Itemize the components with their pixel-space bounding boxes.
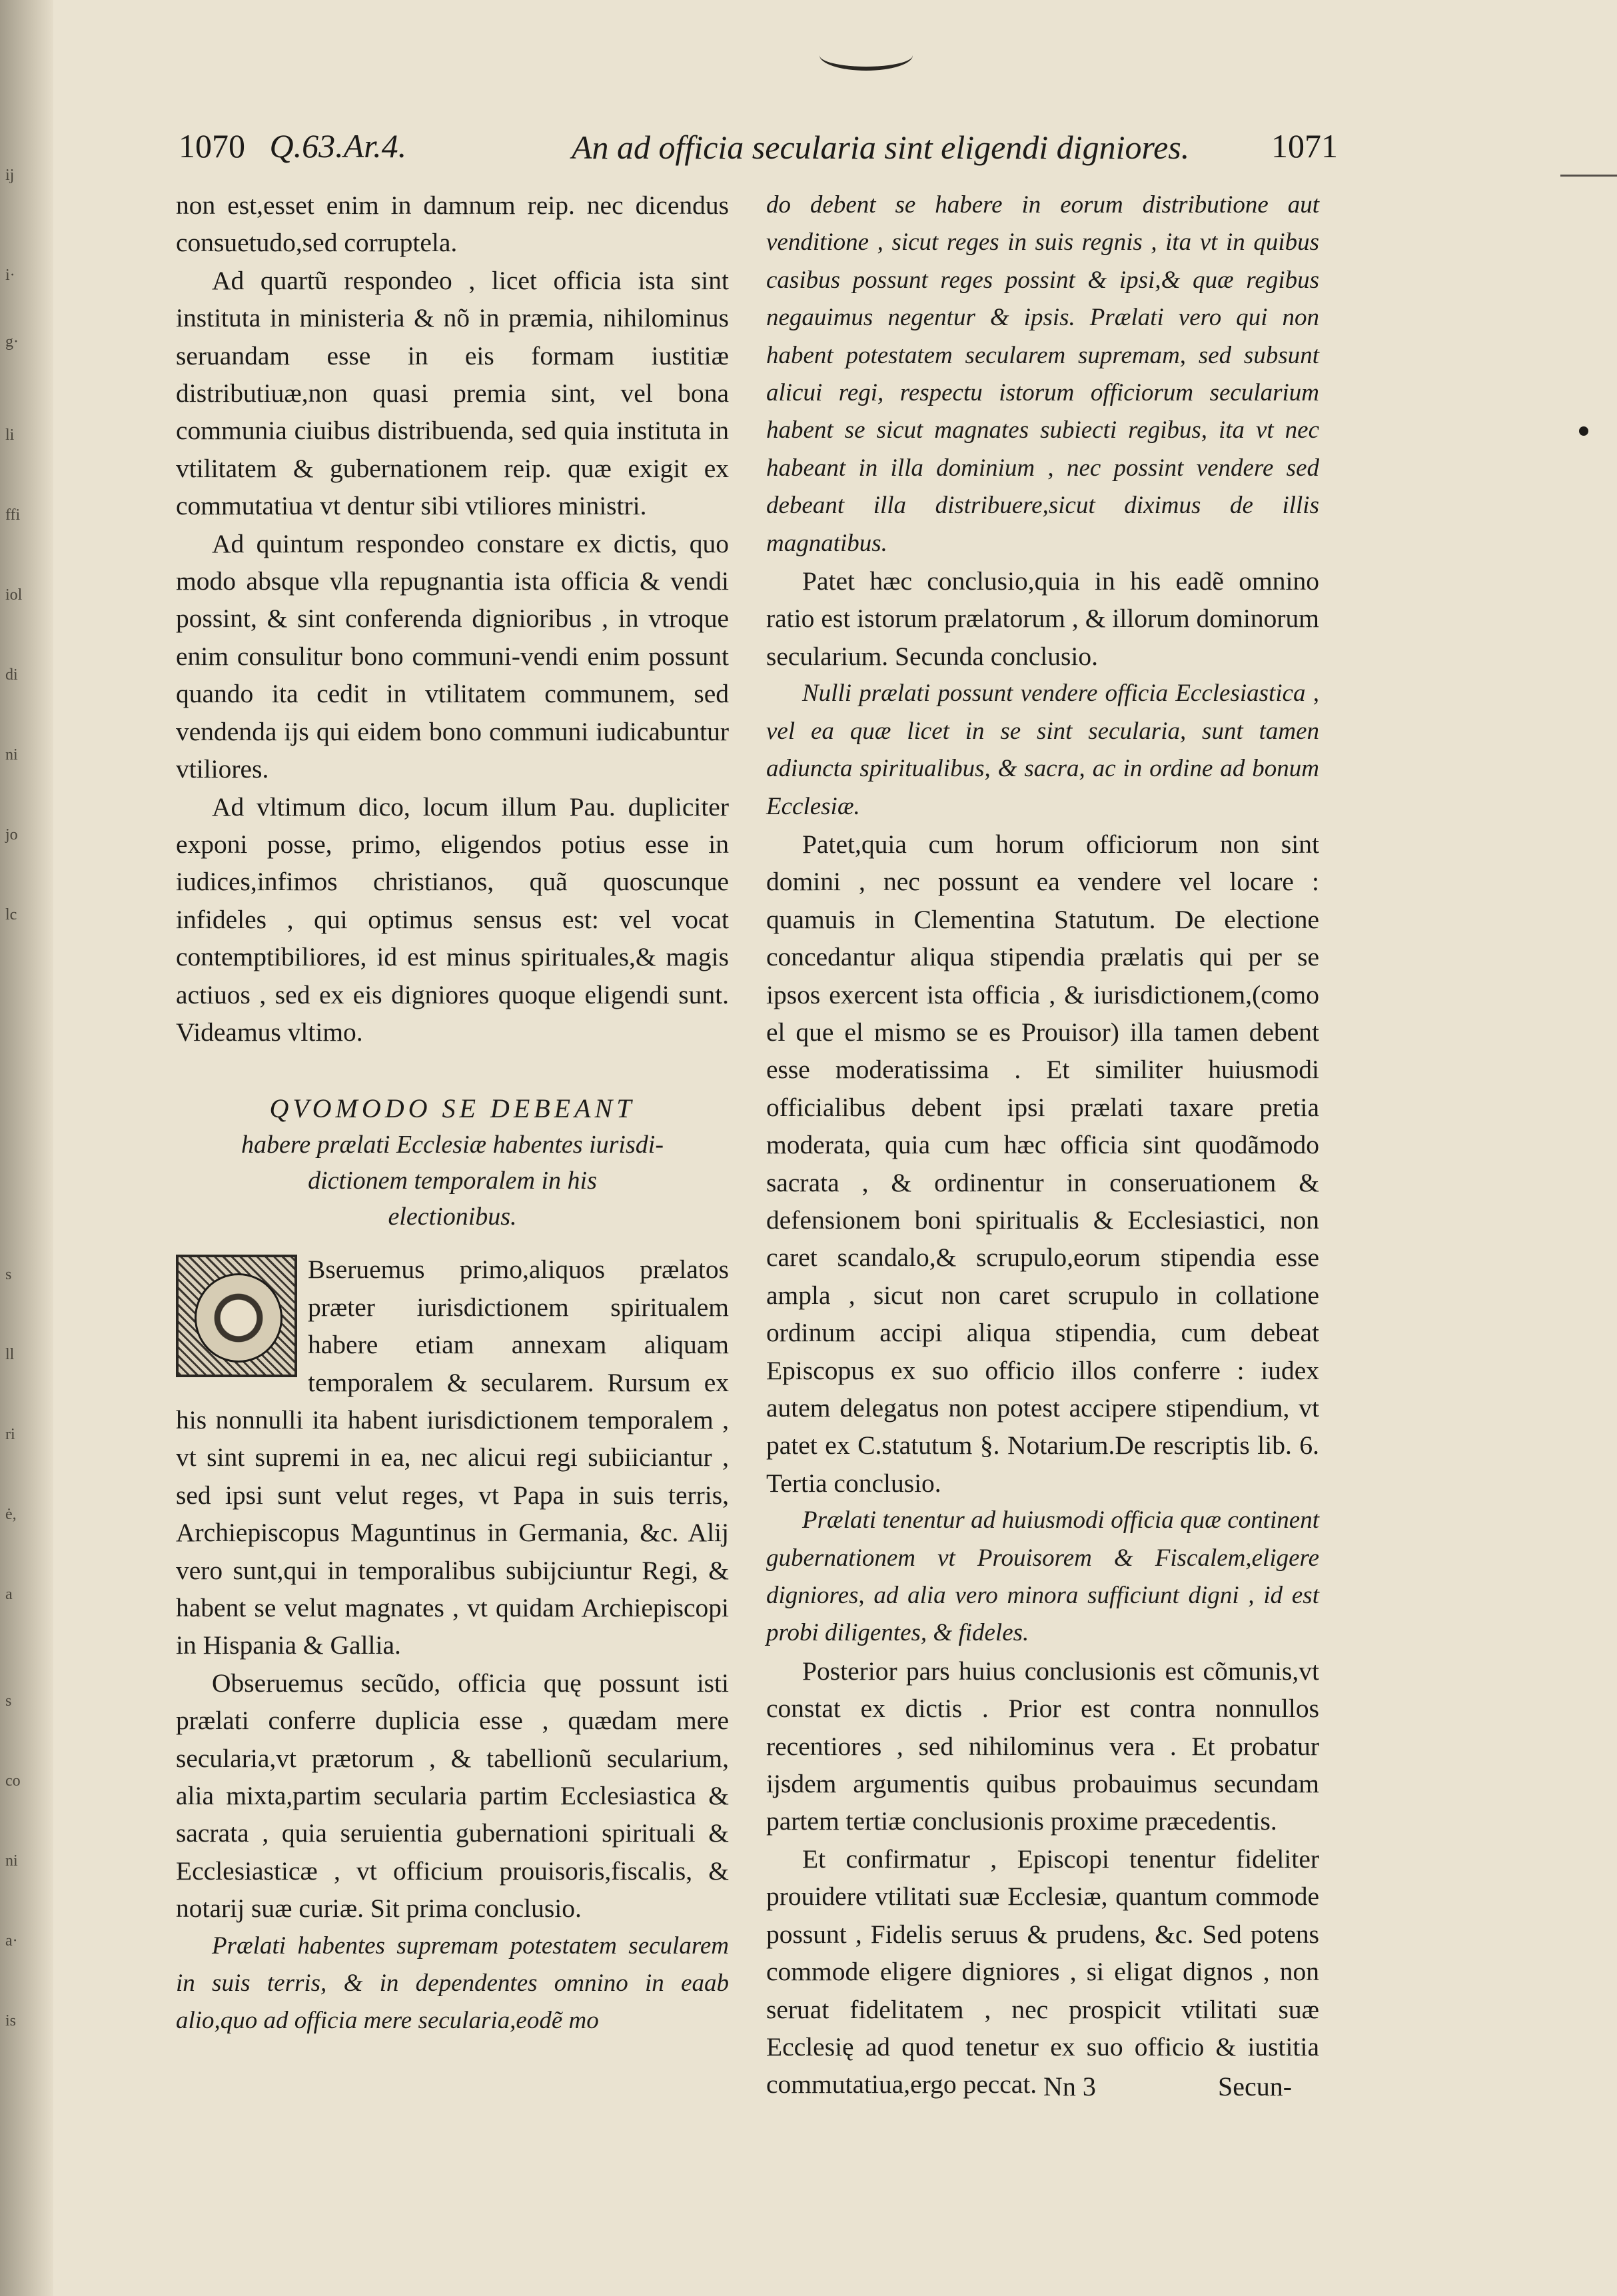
heading-line: habere prælati Ecclesiæ habentes iurisdi-	[241, 1131, 664, 1159]
left-column	[176, 187, 729, 2040]
signature-mark: Nn 3	[1043, 2071, 1096, 2101]
paragraph: non est,esset enim in damnum reip. nec dicendus consuetudo,sed corruptela.	[176, 191, 729, 258]
header-left	[179, 127, 406, 165]
paragraph: Bseruemus primo,aliquos prælatos præter iurisdictionem spiritualem habere etiam annexam aliquam temporalem & secularem. Rursum ex his nonnulli ita habent iurisdictionem temporalem , vt sint supremi in ea, nec alicui regi subiiciantur , sed ipsi sunt velut reges, vt Papa in suis terris, Archiepiscopus Maguntinus in Germania, &c. Alij vero sunt,qui in temporalibus subijciuntur Regi, & habent se velut magnates , vt quidam Archiepiscopi in Hispania & Gallia.	[176, 1255, 729, 1660]
catchword: Secun-	[1218, 2071, 1293, 2101]
binding-gutter: ij i· g· li ffi iol di ni jo lc s ll ri ė, a s co ni a· is	[0, 0, 53, 2296]
section-reference: Q.63.Ar.4.	[269, 127, 407, 165]
paragraph: Ad quintum respondeo constare ex dictis, quo modo absque vlla repugnantia ista officia & vendi possint, & sint conferenda dignioribus , in vtroque enim consulitur bono communi-vendi enim possunt quando ita cedit in vtilitatem communem, sed vendenda ijs qui eidem bono communi iudicabuntur vtiliores.	[176, 528, 729, 784]
paragraph: Obseruemus secũdo, officia quę possunt isti prælati conferre duplicia esse , quædam mere secularia,vt prætorum , & tabellionũ secularium, alia mixta,partim secularia partim Ecclesiastica & sacrata , quia seruientia gubernationi spirituali & Ecclesiasticæ , vt officium prouisoris,fiscalis, & notarij suæ curiæ. Sit prima conclusio.	[176, 1668, 729, 1924]
page-number-left: 1070	[179, 127, 245, 165]
ornamental-initial-icon	[176, 1255, 297, 1377]
section-heading	[176, 1091, 729, 1235]
ink-mark	[819, 40, 913, 71]
ink-dot	[1579, 426, 1588, 436]
paragraph: do debent se habere in eorum distributione aut venditione , sicut reges in suis regnis , ita vt in quibus casibus possunt reges possint & ipsi,& quæ regibus negauimus negentur & ipsis. Prælati vero qui non habent potestatem secularem supremam, sed subsunt alicui regi, respectu istorum officiorum secularium habent se sicut magnates subiecti regibus, ita vt nec habeant in illa dominium , nec possint vendere sed debeant illa distribuere,sicut diximus de illis magnatibus.	[766, 191, 1319, 557]
paragraph: Ad quartũ respondeo , licet officia ista sint instituta in ministeria & nõ in præmia, nihilominus seruandam esse in eis formam iustitiæ distributiuæ,non quasi premia sint, vel bona communia ciuibus distribuenda, sed quia instituta in vtilitatem & gubernationem reip. quæ exigit ex commutatiua vt dentur sibi vtiliores ministri.	[176, 265, 729, 521]
running-header	[179, 127, 1338, 187]
running-title: An ad officia secularia sint eligendi digniores.	[572, 129, 1190, 166]
edge-rule	[1560, 175, 1617, 177]
right-column	[766, 187, 1319, 2103]
paragraph: Et confirmatur , Episcopi tenentur fideliter prouidere vtilitati suæ Ecclesiæ, quantum commode possunt , Fidelis seruus & prudens, &c. Sed potens commode eligere digniores , si eligat dignos , non seruat fidelitatem , nec prospicit vtilitati suæ Ecclesię ad quod tenetur ex suo officio & iustitia commutatiua,ergo peccat.	[766, 1844, 1319, 2099]
paragraph: Prælati tenentur ad huiusmodi officia quæ continent gubernationem vt Prouisorem & Fiscalem,eligere digniores, ad alia vero minora sufficiunt digni , id est probi diligentes, & fideles.	[766, 1506, 1319, 1647]
paragraph: Ad vltimum dico, locum illum Pau. dupliciter exponi posse, primo, eligendos potius esse in iudices,infimos christianos, quã quoscunque infideles , qui optimus sensus est: vel vocat contemptibiliores, id est minus spirituales,& magis actiuos , sed ex eis digniores quoque eligendi sunt. Videamus vltimo.	[176, 792, 729, 1047]
heading-line: dictionem temporalem in his	[308, 1167, 597, 1195]
paragraph: Posterior pars huius conclusionis est cõmunis,vt constat ex dictis . Prior est contra nonnullos recentiores , sed nihilominus vera . Et probatur ijsdem argumentis quibus probauimus secundam partem tertiæ conclusionis proxime præcedentis.	[766, 1656, 1319, 1836]
dropcap-paragraph	[176, 1251, 729, 1664]
heading-line: QVOMODO SE DEBEANT	[269, 1093, 636, 1124]
paragraph: Prælati habentes supremam potestatem secularem in suis terris, & in dependentes omnino in eaab alio,quo ad officia mere secularia,eodẽ mo	[176, 1932, 729, 2035]
paragraph: Nulli prælati possunt vendere officia Ecclesiastica , vel ea quæ licet in se sint secularia, sunt tamen adiuncta spiritualibus, & sacra, ac in ordine ad bonum Ecclesiæ.	[766, 680, 1319, 820]
paragraph: Patet hæc conclusio,quia in his eadẽ omnino ratio est istorum prælatorum , & illorum dominorum secularium. Secunda conclusio.	[766, 566, 1319, 671]
page-number-right: 1071	[1271, 127, 1338, 165]
heading-line: electionibus.	[388, 1203, 517, 1231]
paragraph: Patet,quia cum horum officiorum non sint domini , nec possunt ea vendere vel locare : quamuis in Clementina Statutum. De electione concedantur aliqua stipendia prælatis qui per se ipsos exercent ista officia , & iurisdictionem,(como el que el mismo se es Prouisor) illa tamen debent esse moderatissima . Et similiter huiusmodi officialibus debent ipsi prælati taxare pretia moderata, quia cum hæc officia sint quodãmodo sacrata , & ordinentur in conseruationem & defensionem boni spiritualis & Ecclesiastici, non caret scandalo,& scrupulo,eorum stipendia esse ampla , sicut non caret scrupulo in collatione ordinum accipi aliqua stipendia, cum debeat Episcopus ex suo officio illos conferre : iudex autem delegatus non potest accipere stipendium, vt patet ex C.statutum §. Notarium.De rescriptis lib. 6. Tertia conclusio.	[766, 829, 1319, 1498]
